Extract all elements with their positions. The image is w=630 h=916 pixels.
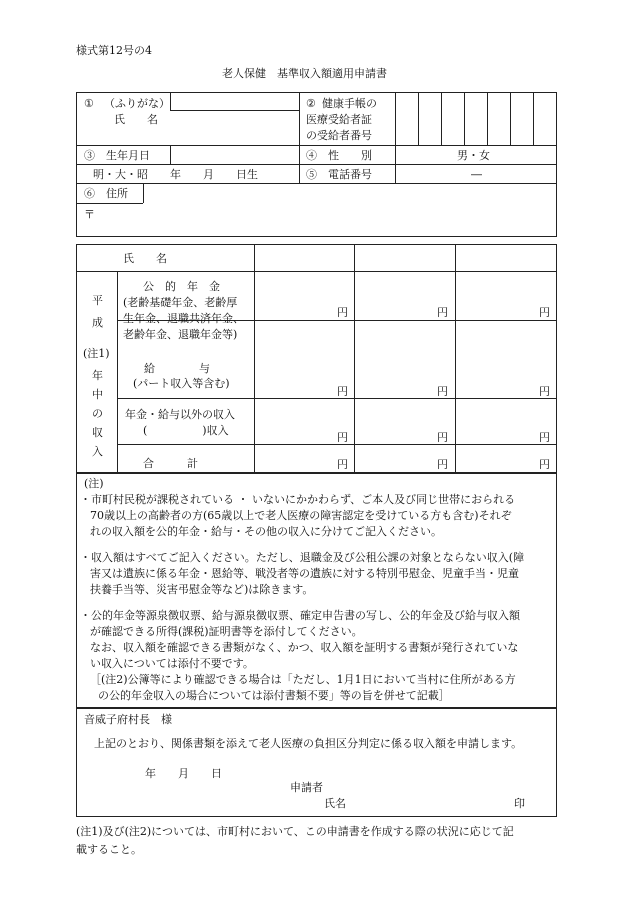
pension-label: 公 的 年 金 — [143, 280, 220, 293]
person1-name-field[interactable] — [255, 245, 353, 270]
yen-unit: 円 — [437, 458, 448, 471]
yen-unit: 円 — [337, 306, 348, 319]
person3-name-field[interactable] — [456, 245, 556, 270]
notes-header: (注) — [84, 477, 104, 490]
footnote-line: 載すること。 — [76, 843, 142, 856]
note-line: れの収入額を公的年金・給与・その他の収入に分けてご記入ください。 — [90, 525, 442, 538]
application-date[interactable]: 年 月 日 — [145, 767, 222, 780]
yen-unit: 円 — [539, 306, 550, 319]
salary-amount-field[interactable] — [355, 321, 435, 397]
yen-unit: 円 — [337, 385, 348, 398]
other-amount-field[interactable] — [255, 399, 335, 443]
yen-unit: 円 — [337, 458, 348, 471]
yen-unit: 円 — [539, 385, 550, 398]
note-line: 70歳以上の高齢者の方(65歳以上で老人医療の障害認定を受けている方も含む)それぞ — [90, 509, 512, 522]
note-line: ・公的年金等源泉徴収票、給与源泉徴収票、確定申告書の写し、公的年金及び給与収入額 — [80, 609, 520, 622]
seal-mark: 印 — [514, 797, 525, 810]
other-amount-field[interactable] — [355, 399, 435, 443]
pension-label-line: (老齢基礎年金、老齢厚 — [123, 296, 238, 309]
salary-label: 給 与 — [144, 362, 210, 375]
sex-label: ④ 性 別 — [306, 149, 372, 162]
period-label-note: (注1) — [83, 347, 110, 360]
address-label: ⑥ 住所 — [84, 187, 128, 200]
yen-unit: 円 — [539, 431, 550, 444]
period-label-char: 中 — [92, 388, 103, 401]
health-label-line2: 医療受給者証 — [306, 113, 372, 126]
name-label: 氏 名 — [114, 113, 158, 126]
salary-amount-field[interactable] — [255, 321, 335, 397]
total-amount-field[interactable] — [456, 445, 536, 472]
form-number: 様式第12号の4 — [76, 44, 152, 57]
yen-unit: 円 — [437, 431, 448, 444]
name-label-number: ① — [84, 97, 94, 110]
total-amount-field[interactable] — [355, 445, 435, 472]
note-line: 扶養手当等、災害弔慰金等など)は除きます。 — [90, 583, 314, 596]
period-label-char: 入 — [92, 445, 103, 458]
total-amount-field[interactable] — [255, 445, 335, 472]
note-line: が確認できる所得(課税)証明書等を添付してください。 — [90, 625, 363, 638]
applicant-label: 申請者 — [290, 781, 323, 794]
health-label-line3: の受給者番号 — [306, 129, 372, 142]
postal-mark: 〒 — [84, 208, 95, 221]
application-statement: 上記のとおり、関係書類を添えて老人医療の負担区分判定に係る収入額を申請します。 — [94, 737, 523, 750]
pension-amount-field[interactable] — [456, 272, 536, 319]
health-label-line1: 健康手帳の — [322, 97, 377, 110]
pension-amount-field[interactable] — [255, 272, 335, 319]
yen-unit: 円 — [337, 431, 348, 444]
yen-unit: 円 — [437, 306, 448, 319]
birth-era-line: 明・大・昭 年 月 日生 — [93, 168, 258, 181]
furigana-field[interactable] — [171, 93, 298, 109]
period-label-char: 平 — [92, 294, 103, 307]
income-name-header: 氏 名 — [123, 252, 167, 265]
phone-label: ⑤ 電話番号 — [306, 168, 372, 181]
footnote-line: (注1)及び(注2)については、市町村において、この申請書を作成する際の状況に応じて記 — [76, 825, 514, 838]
name-field[interactable] — [171, 111, 298, 144]
salary-amount-field[interactable] — [456, 321, 536, 397]
period-label-char: 成 — [92, 316, 103, 329]
note-line: 害又は遺族に係る年金・恩給等、戦没者等の遺族に対する特別弔慰金、児童手当・児童 — [90, 567, 519, 580]
note-line: い収入については添付不要です。 — [90, 657, 254, 670]
other-income-label: 年金・給与以外の収入 — [125, 408, 235, 421]
yen-unit: 円 — [437, 385, 448, 398]
period-label-char: の — [92, 407, 103, 420]
sex-value[interactable]: 男・女 — [457, 149, 490, 162]
birth-label: ③ 生年月日 — [84, 149, 150, 162]
salary-label-note: (パート収入等含む) — [133, 377, 230, 390]
note-line: なお、収入額を確認できる書類がなく、かつ、収入額を証明する書類が発行されていな — [90, 641, 519, 654]
person2-name-field[interactable] — [355, 245, 454, 270]
period-label-char: 年 — [92, 369, 103, 382]
health-label-number: ② — [306, 97, 316, 110]
applicant-name-field[interactable] — [350, 795, 510, 811]
applicant-name-label: 氏名 — [324, 797, 346, 810]
pension-label-line: 生年金、退職共済年金、 — [123, 312, 244, 325]
other-amount-field[interactable] — [456, 399, 536, 443]
yen-unit: 円 — [539, 458, 550, 471]
note-line: ［(注2)公簿等により確認できる場合は「ただし、1月1日において当村に住所がある方 — [90, 673, 516, 686]
address-field[interactable] — [100, 205, 550, 233]
pension-label-line: 老齢年金、退職年金等) — [123, 328, 238, 341]
recipient-number-field[interactable] — [396, 93, 556, 144]
period-label-char: 収 — [92, 426, 103, 439]
pension-amount-field[interactable] — [355, 272, 435, 319]
note-line: ・収入額はすべてご記入ください。ただし、退職金及び公租公課の対象とならない収入(障 — [80, 551, 525, 564]
note-line: ・市町村民税が課税されている ・ いないにかかわらず、ご本人及び同じ世帯におられる — [80, 493, 516, 506]
phone-value[interactable]: ― — [471, 168, 482, 181]
other-income-type[interactable]: ( )収入 — [143, 424, 229, 437]
page-title: 老人保健 基準収入額適用申請書 — [222, 67, 387, 80]
note-line: の公的年金収入の場合については添付書類不要」等の旨を併せて記載］ — [98, 689, 450, 702]
addressee: 音威子府村長 様 — [84, 713, 172, 726]
total-label: 合 計 — [143, 457, 198, 470]
furigana-label: （ふりがな） — [104, 97, 170, 110]
